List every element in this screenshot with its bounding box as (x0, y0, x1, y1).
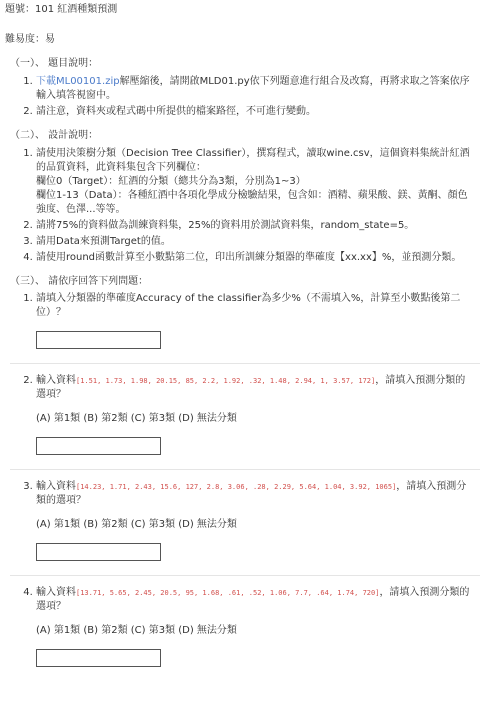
section-questions (10, 275, 475, 667)
design-text: 請使用round函數計算至小數點第二位，印出所訓練分類器的準確度【xx.xx】%，並預測分類。 (36, 252, 462, 263)
list-item (36, 235, 475, 249)
question-item (36, 586, 475, 667)
design-text: 1. 請使用決策樹分類（Decision Tree Classifier），撰寫程式，讀取wine.csv，這個資料集統計紅酒的品質資料，此資料集包含下列欄位： (36, 148, 470, 173)
list-item (36, 251, 475, 265)
question-text (36, 586, 475, 614)
answer-options: (A) 第1類 (B) 第2類 (C) 第3類 (D) 無法分類 (36, 413, 237, 424)
divider (10, 575, 480, 576)
list-item (36, 105, 475, 119)
question-suffix: ，請填入預測分類的選項？ (36, 375, 466, 400)
difficulty-label: 難易度：易 (5, 34, 55, 45)
instruction-text: 請注意，資料夾或程式碼中所提供的檔案路徑，不可進行變動。 (36, 106, 316, 117)
divider (10, 363, 480, 364)
question-suffix: ，請填入預測分類的選項？ (36, 587, 470, 612)
question-text: 1. 請填入分類器的準確度Accuracy of the classifier為多少%（不需填入%，計算至小數點後第二位）？ (36, 293, 461, 318)
question-text (36, 480, 475, 508)
problem-list (10, 75, 475, 119)
question-prefix: 輸入資料 (36, 375, 76, 386)
input-data-code: [13.71, 5.65, 2.45, 20.5, 95, 1.68, .61, .52, 1.06, 7.7, .64, 1.74, 720] (76, 589, 380, 597)
question-item (36, 480, 475, 576)
answer-input-q3[interactable] (36, 543, 161, 561)
question-item (36, 292, 475, 364)
answer-options: (A) 第1類 (B) 第2類 (C) 第3類 (D) 無法分類 (36, 519, 237, 530)
section-design-description (10, 129, 475, 265)
answer-input-q1[interactable] (36, 331, 161, 349)
section-title: （三）、 請依序回答下列問題： (10, 276, 149, 287)
question-list (10, 292, 475, 667)
question-number: 題號：101 紅酒種類預測 (5, 4, 118, 15)
question-prefix: 輸入資料 (36, 587, 76, 598)
design-list (10, 147, 475, 265)
answer-input-q2[interactable] (36, 437, 161, 455)
divider (10, 469, 480, 470)
field-description-target: 欄位0（Target）：紅酒的分類（總共分為3類，分別為1~3） (36, 176, 306, 187)
field-description-data: 欄位1-13（Data）：各種紅酒中各項化學成分檢驗結果，包含如：酒精、蘋果酸、鎂、黃酮、顏色強度、色澤...等等。 (36, 190, 468, 215)
input-data-code: [14.23, 1.71, 2.43, 15.6, 127, 2.8, 3.06, .28, 2.29, 5.64, 1.04, 3.92, 1065] (76, 483, 397, 491)
answer-input-q4[interactable] (36, 649, 161, 667)
question-item (36, 374, 475, 470)
question-suffix: ，請填入預測分類的選項？ (36, 481, 467, 506)
question-prefix: 輸入資料 (36, 481, 76, 492)
section-problem-description (10, 57, 475, 119)
list-item (36, 219, 475, 233)
input-data-code: [1.51, 1.73, 1.98, 20.15, 85, 2.2, 1.92, .32, 1.48, 2.94, 1, 3.57, 172] (76, 377, 376, 385)
download-zip-link[interactable]: 下載ML00101.zip (36, 76, 120, 87)
instruction-text: 解壓縮後，請開啟MLD01.py依下列題意進行組合及改寫，再將求取之答案依序輸入填答視窗中。 (36, 76, 470, 101)
section-title: （一）、 題目說明： (10, 58, 99, 69)
section-title: （二）、 設計說明： (10, 130, 99, 141)
answer-options: (A) 第1類 (B) 第2類 (C) 第3類 (D) 無法分類 (36, 625, 237, 636)
list-item (36, 75, 475, 103)
design-text: 請用Data來預測Target的值。 (36, 236, 171, 247)
list-item (36, 147, 475, 217)
question-text (36, 374, 475, 402)
design-text: 請將75%的資料做為訓練資料集，25%的資料用於測試資料集，random_state=5。 (36, 220, 415, 231)
